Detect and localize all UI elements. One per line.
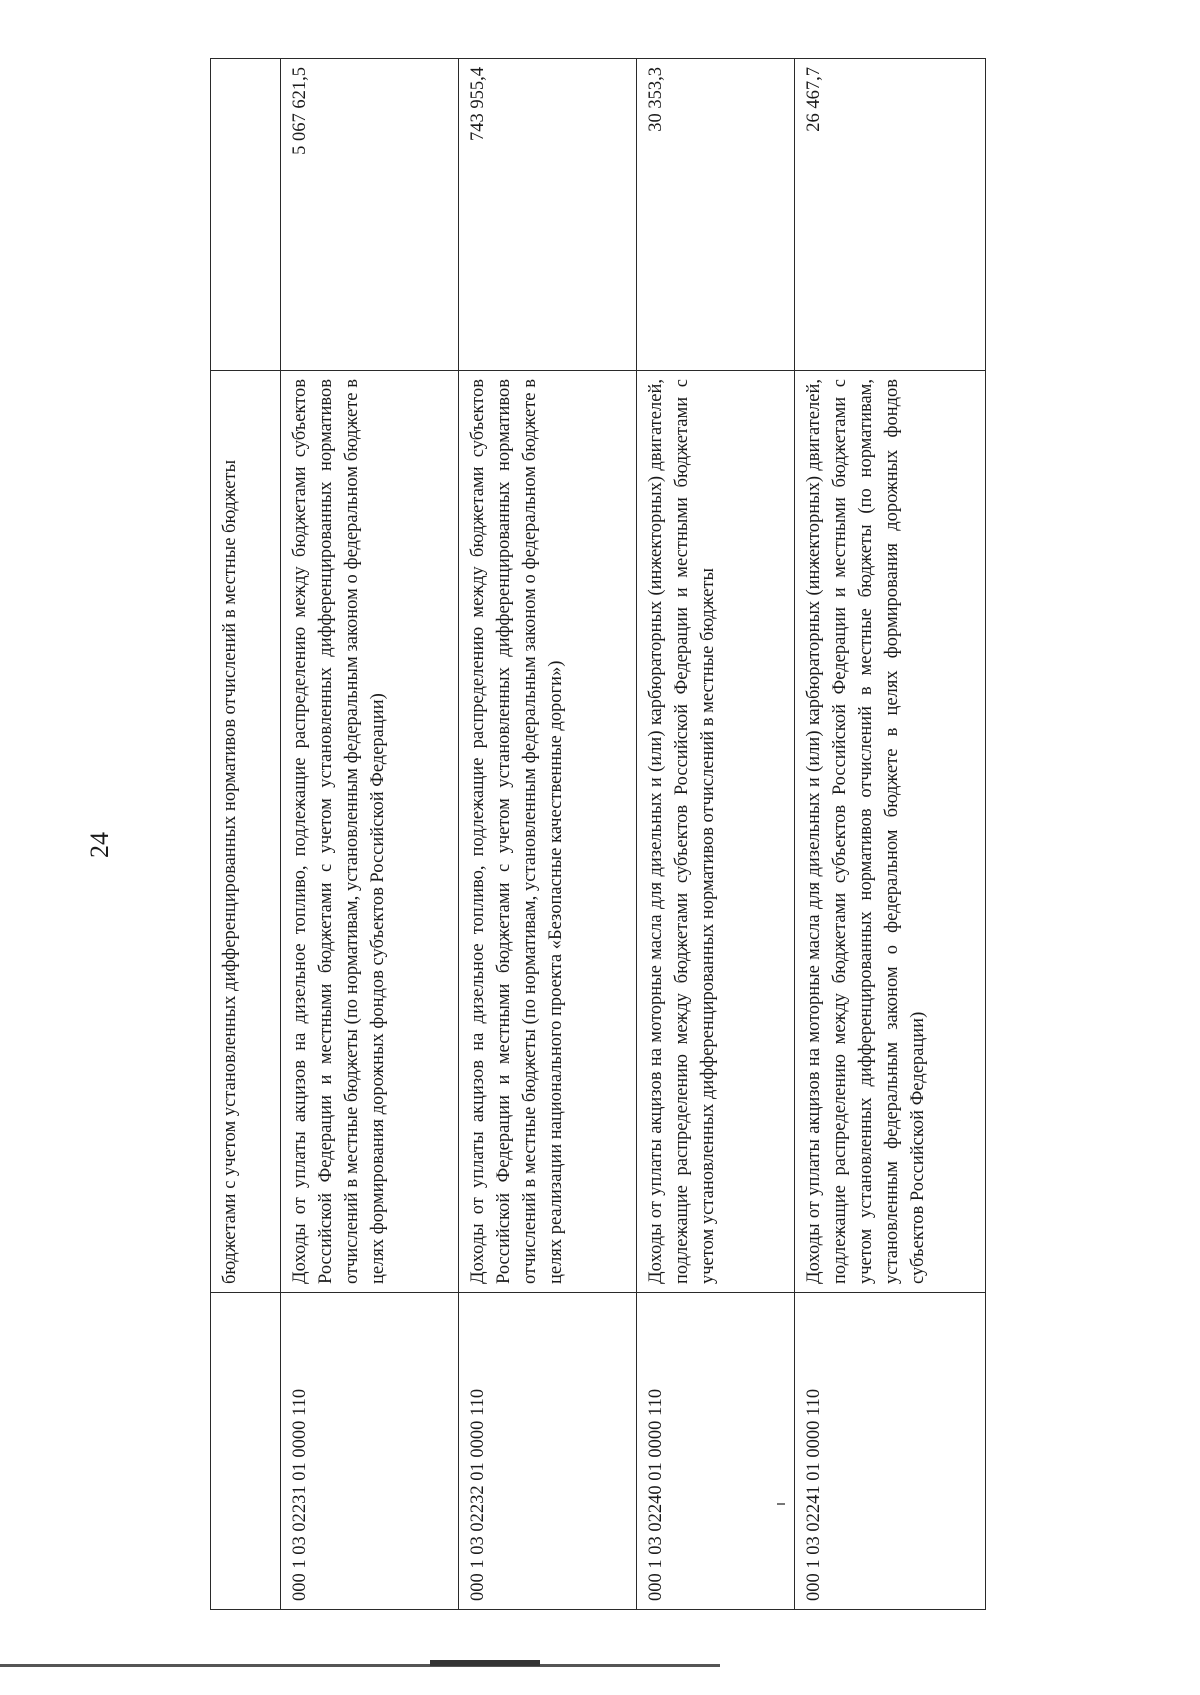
description-cell: Доходы от уплаты акцизов на моторные масла для дизельных и (или) карбюраторных (инжекторных) двигателей, подлежащие распределению между бюджетами субъектов Российской Федерации и местными бюджетами с учетом установленных дифференцированных нормативов отчислений в местные бюджеты (по нормативам, установленным федеральным законом о федеральном бюджете в целях формирования дорожных фондов субъектов Российской Федерации): [795, 371, 986, 1293]
scan-artifact-speck: [777, 1503, 785, 1505]
amount-cell: [211, 59, 281, 371]
description-cell: бюджетами с учетом установленных дифференцированных нормативов отчислений в местные бюджеты: [211, 371, 281, 1293]
amount-cell: 5 067 621,5: [281, 59, 459, 371]
scan-edge-line: [0, 1664, 720, 1667]
rotated-table-wrapper: [210, 67, 985, 1610]
budget-code-cell: 000 1 03 02241 01 0000 110: [795, 1293, 986, 1610]
budget-revenue-table: [210, 58, 986, 1610]
budget-code-cell: [211, 1293, 281, 1610]
description-cell: Доходы от уплаты акцизов на моторные масла для дизельных и (или) карбюраторных (инжекторных) двигателей, подлежащие распределению между бюджетами субъектов Российской Федерации и местными бюджетами с учетом установленных дифференцированных нормативов отчислений в местные бюджеты: [637, 371, 795, 1293]
description-cell: Доходы от уплаты акцизов на дизельное топливо, подлежащие распределению между бюджетами субъектов Российской Федерации и местными бюджетами с учетом установленных дифференцированных нормативов отчислений в местные бюджеты (по нормативам, установленным федеральным законом о федеральном бюджете в целях реализации национального проекта «Безопасные качественные дороги»): [459, 371, 637, 1293]
page-number: 24: [85, 832, 114, 858]
table-row: [637, 59, 795, 1610]
description-cell: Доходы от уплаты акцизов на дизельное топливо, подлежащие распределению между бюджетами субъектов Российской Федерации и местными бюджетами с учетом установленных дифференцированных нормативов отчислений в местные бюджеты (по нормативам, установленным федеральным законом о федеральном бюджете в целях формирования дорожных фондов субъектов Российской Федерации): [281, 371, 459, 1293]
amount-cell: 26 467,7: [795, 59, 986, 371]
table-row: [281, 59, 459, 1610]
budget-code-cell: 000 1 03 02232 01 0000 110: [459, 1293, 637, 1610]
table-row: [211, 59, 281, 1610]
amount-cell: 743 955,4: [459, 59, 637, 371]
budget-code-cell: 000 1 03 02231 01 0000 110: [281, 1293, 459, 1610]
budget-code-cell: 000 1 03 02240 01 0000 110: [637, 1293, 795, 1610]
table-row: [459, 59, 637, 1610]
amount-cell: 30 353,3: [637, 59, 795, 371]
scan-edge-mark: [430, 1660, 540, 1666]
table-row: [795, 59, 986, 1610]
